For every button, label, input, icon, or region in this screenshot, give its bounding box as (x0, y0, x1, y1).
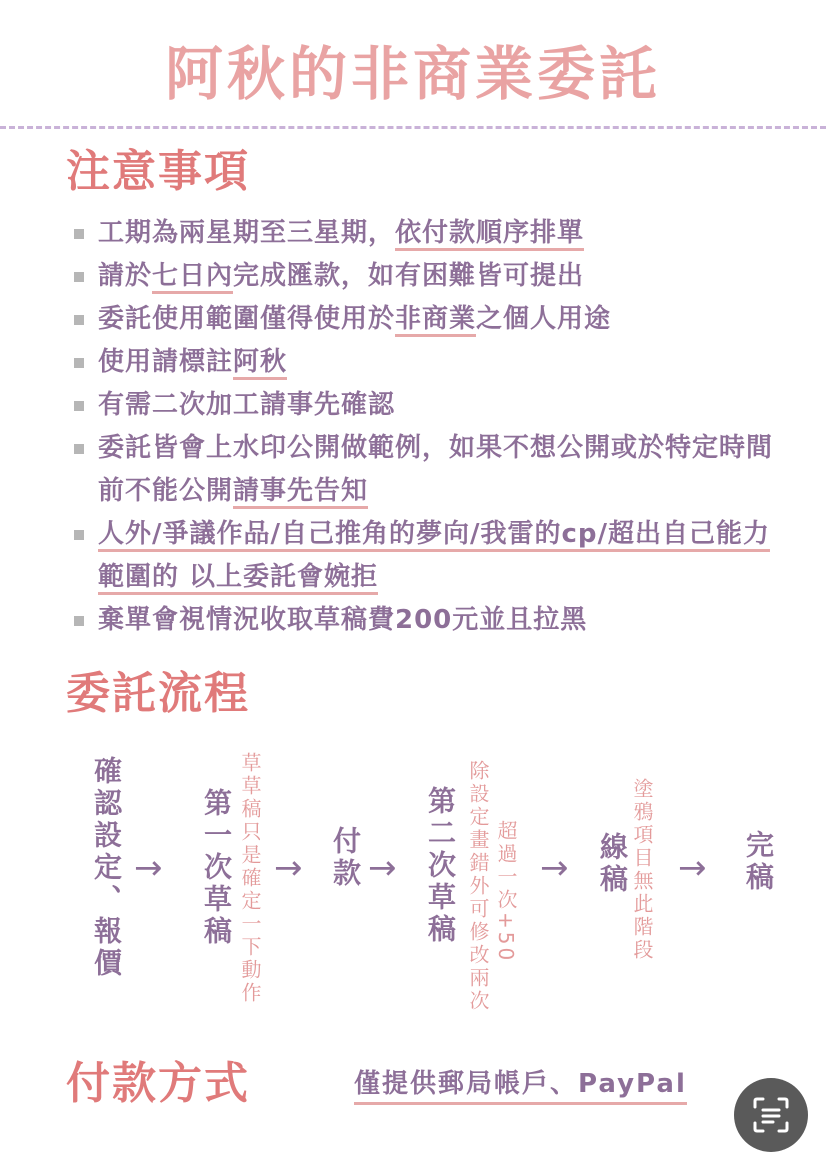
flow-step-final: 完稿 (742, 830, 775, 894)
note-item (72, 513, 792, 599)
note-text: 之個人用途 (476, 304, 612, 334)
note-item (72, 341, 792, 384)
notes-heading: 注意事項 (66, 146, 250, 197)
note-highlight: 依付款順序排單 (395, 218, 584, 251)
note-text: 委託皆會上水印公開做範例，如果不想公開或於特定時間前不能公開 (98, 433, 774, 506)
flow-arrow: → (540, 848, 569, 888)
note-item (72, 255, 792, 298)
note-highlight: 人外/爭議作品/自己推角的夢向/我雷的cp/超出自己能力範圍的 以上委託會婉拒 (98, 519, 770, 595)
notes-list (72, 212, 792, 642)
flow-note-extra-fee: 超過一次+50 (494, 820, 518, 964)
note-text: 請於 (98, 261, 153, 291)
note-item (72, 384, 792, 427)
note-text: 委託使用範圍僅得使用於 (98, 304, 396, 334)
payment-methods: 僅提供郵局帳戶、PayPal (354, 1066, 687, 1105)
flow-arrow: → (134, 848, 163, 888)
note-item (72, 298, 792, 341)
flow-arrow: → (368, 848, 397, 888)
note-highlight: 七日內 (152, 261, 233, 294)
flow-step-first-draft: 第一次草稿 (200, 788, 233, 948)
flow-step-line-art: 線稿 (596, 832, 629, 896)
note-text: 棄單會視情況收取草稿費200元並且拉黑 (98, 605, 588, 635)
note-item (72, 427, 792, 513)
flow-heading: 委託流程 (66, 668, 250, 719)
text-scan-button[interactable] (734, 1078, 808, 1152)
note-highlight: 請事先告知 (233, 476, 368, 509)
note-highlight: 非商業 (395, 304, 476, 337)
payment-heading: 付款方式 (66, 1058, 250, 1109)
flow-note-second-draft: 除設定畫錯外可修改兩次 (466, 760, 490, 1013)
note-item (72, 599, 792, 642)
flow-step-second-draft: 第二次草稿 (424, 786, 457, 946)
flow-arrow: → (274, 848, 303, 888)
note-text: 工期為兩星期至三星期， (98, 218, 396, 248)
flow-arrow: → (678, 848, 707, 888)
note-item (72, 212, 792, 255)
flow-note-first-draft: 草草稿只是確定一下動作 (238, 752, 262, 1005)
note-text: 完成匯款，如有困難皆可提出 (233, 261, 585, 291)
note-text: 使用請標註 (98, 347, 234, 377)
page-title: 阿秋的非商業委託 (164, 40, 661, 108)
note-text: 有需二次加工請事先確認 (98, 390, 396, 420)
dashed-divider (0, 126, 826, 129)
text-scan-icon (751, 1095, 791, 1135)
note-highlight: 阿秋 (233, 347, 287, 380)
flow-step-confirm: 確認設定、報價 (90, 756, 123, 980)
flow-note-line-art: 塗鴉項目無此階段 (630, 778, 654, 962)
flow-step-payment: 付款 (329, 826, 362, 890)
